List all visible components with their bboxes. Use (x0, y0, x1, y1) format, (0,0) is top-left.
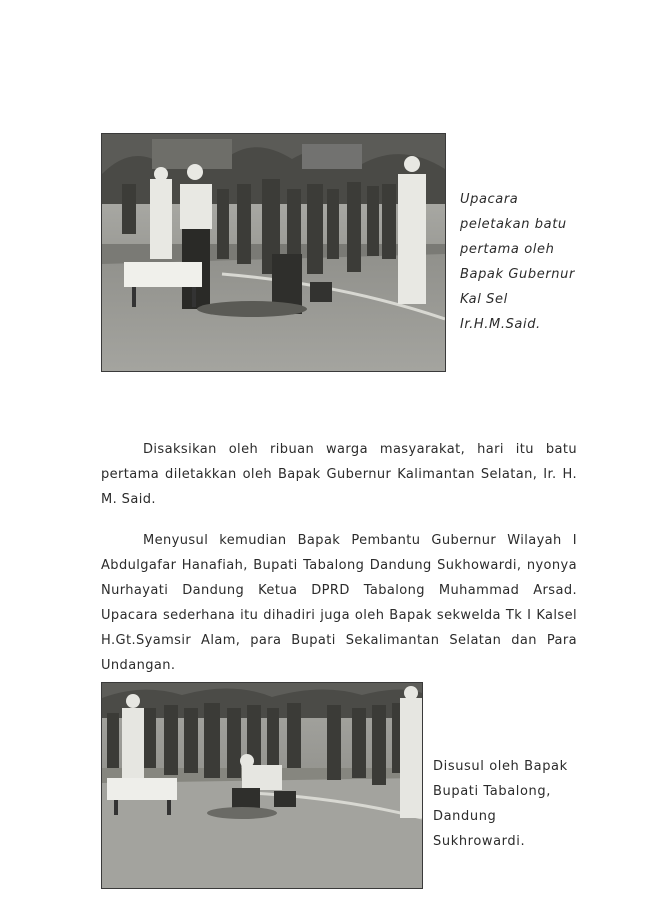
paragraph-line: pertama diletakkan oleh Bapak Gubernur Kalimantan Selatan, Ir. H. (101, 467, 577, 482)
paragraph-line: Menyusul kemudian Bapak Pembantu Gubernur Wilayah I (143, 533, 577, 548)
photo-1-caption (460, 187, 575, 337)
caption-line: pertama oleh (460, 242, 555, 257)
paragraph-line: M. Said. (101, 492, 156, 507)
paragraph-line: H.Gt.Syamsir Alam, para Bupati Sekalimantan Selatan dan Para (101, 633, 577, 648)
ceremony-photo-2 (101, 682, 423, 889)
paragraph-line: Nurhayati Dandung Ketua DPRD Tabalong Muhammad Arsad. (101, 583, 577, 598)
paragraph-line: Disaksikan oleh ribuan warga masyarakat, hari itu batu (143, 442, 577, 457)
paragraph-line: Upacara sederhana itu dihadiri juga oleh Bapak sekwelda Tk I Kalsel (101, 608, 577, 623)
caption-line: Dandung (433, 809, 497, 824)
paragraph-line: Abdulgafar Hanafiah, Bupati Tabalong Dandung Sukhowardi, nyonya (101, 558, 577, 573)
caption-line: peletakan batu (460, 217, 567, 232)
caption-line: Bupati Tabalong, (433, 784, 551, 799)
caption-line: Kal Sel (460, 292, 508, 307)
caption-line: Ir.H.M.Said. (460, 317, 541, 332)
photo-2-caption (433, 754, 568, 854)
caption-line: Disusul oleh Bapak (433, 759, 568, 774)
body-paragraph-1 (101, 437, 577, 512)
paragraph-line: Undangan. (101, 658, 176, 673)
caption-line: Bapak Gubernur (460, 267, 575, 282)
body-paragraph-2 (101, 528, 577, 678)
ceremony-photo-1 (101, 133, 446, 372)
caption-line: Upacara (460, 192, 519, 207)
caption-line: Sukhrowardi. (433, 834, 526, 849)
